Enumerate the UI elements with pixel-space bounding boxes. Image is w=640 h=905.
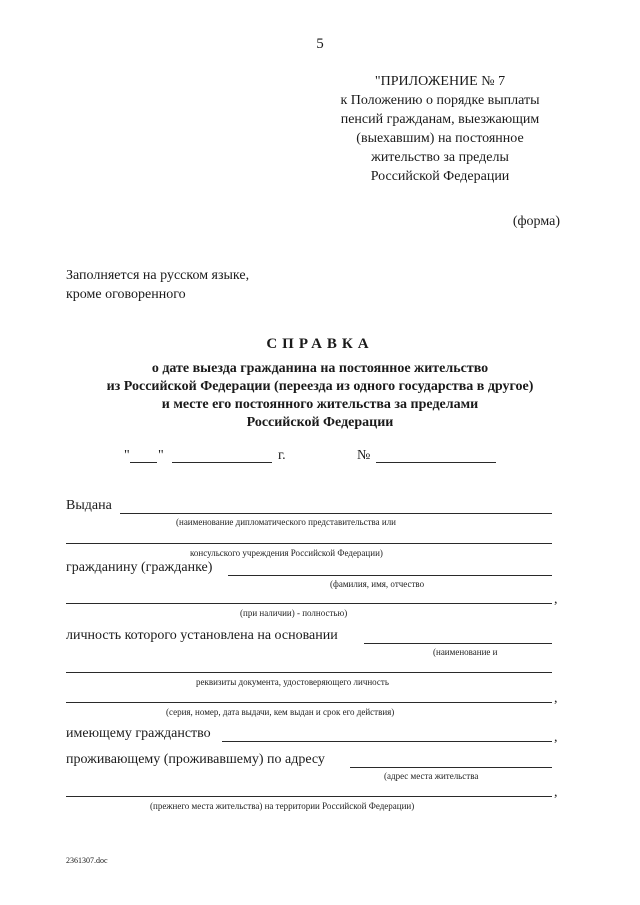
citizenship-field[interactable]: [222, 741, 552, 742]
address-field[interactable]: [350, 767, 552, 768]
fill-note: [66, 266, 249, 304]
issued-by-field[interactable]: [120, 513, 552, 514]
document-subtitle: [70, 360, 570, 432]
identity-label: личность которого установлена на основании: [66, 628, 338, 643]
page-number: 5: [316, 36, 324, 52]
issued-by-field-continued[interactable]: [66, 543, 552, 544]
address-hint: (прежнего места жительства) на территории Российской Федерации): [150, 801, 415, 811]
appendix-heading: "ПРИЛОЖЕНИЕ № 7: [374, 74, 506, 89]
appendix-line: к Положению о порядке выплаты: [340, 93, 540, 108]
identity-document-field[interactable]: [364, 643, 552, 644]
citizen-label: гражданину (гражданке): [66, 560, 213, 575]
field-comma: ,: [554, 730, 558, 745]
address-hint: (адрес места жительства: [384, 771, 479, 781]
appendix-line: жительство за пределы: [371, 150, 509, 165]
fill-note-line: Заполняется на русском языке,: [66, 268, 250, 283]
citizen-hint: (при наличии) - полностью): [240, 608, 348, 618]
citizen-name-field-continued[interactable]: [66, 603, 552, 604]
citizen-hint: (фамилия, имя, отчество: [330, 579, 425, 589]
appendix-block: [320, 72, 560, 186]
year-suffix: г.: [278, 448, 286, 463]
field-comma: ,: [554, 691, 558, 706]
field-comma: ,: [554, 592, 558, 607]
issued-hint: (наименование дипломатического представительства или: [176, 517, 397, 527]
identity-hint: реквизиты документа, удостоверяющего личность: [196, 677, 389, 687]
citizenship-label: имеющему гражданство: [66, 726, 211, 741]
month-year-field[interactable]: [172, 462, 272, 463]
field-comma: ,: [554, 785, 558, 800]
identity-hint: (серия, номер, дата выдачи, кем выдан и срок его действия): [166, 707, 395, 717]
day-quote-close: ": [158, 448, 164, 463]
number-sign: №: [357, 448, 371, 463]
issued-hint: консульского учреждения Российской Федерации): [190, 548, 383, 558]
identity-hint: (наименование и: [433, 647, 498, 657]
fill-note-line: кроме оговоренного: [66, 287, 186, 302]
address-field-continued[interactable]: [66, 796, 552, 797]
address-label: проживающему (проживавшему) по адресу: [66, 752, 325, 767]
document-title: СПРАВКА: [266, 336, 374, 352]
identity-document-details-field[interactable]: [66, 702, 552, 703]
form-label: (форма): [512, 214, 560, 229]
date-number-row: [0, 448, 640, 468]
subtitle-line: Российской Федерации: [246, 415, 394, 430]
appendix-line: (выехавшим) на постоянное: [356, 131, 524, 146]
subtitle-line: о дате выезда гражданина на постоянное жительство: [151, 361, 489, 376]
issued-label: Выдана: [66, 498, 112, 513]
identity-document-field-continued[interactable]: [66, 672, 552, 673]
appendix-line: пенсий гражданам, выезжающим: [340, 112, 540, 127]
subtitle-line: из Российской Федерации (переезда из одного государства в другое): [106, 379, 534, 394]
file-name-footer: 2361307.doc: [66, 856, 108, 865]
appendix-line: Российской Федерации: [370, 169, 510, 184]
document-number-field[interactable]: [376, 462, 496, 463]
citizen-name-field[interactable]: [228, 575, 552, 576]
subtitle-line: и месте его постоянного жительства за пределами: [161, 397, 479, 412]
day-field[interactable]: [130, 462, 157, 463]
day-quote-open: ": [124, 448, 130, 463]
